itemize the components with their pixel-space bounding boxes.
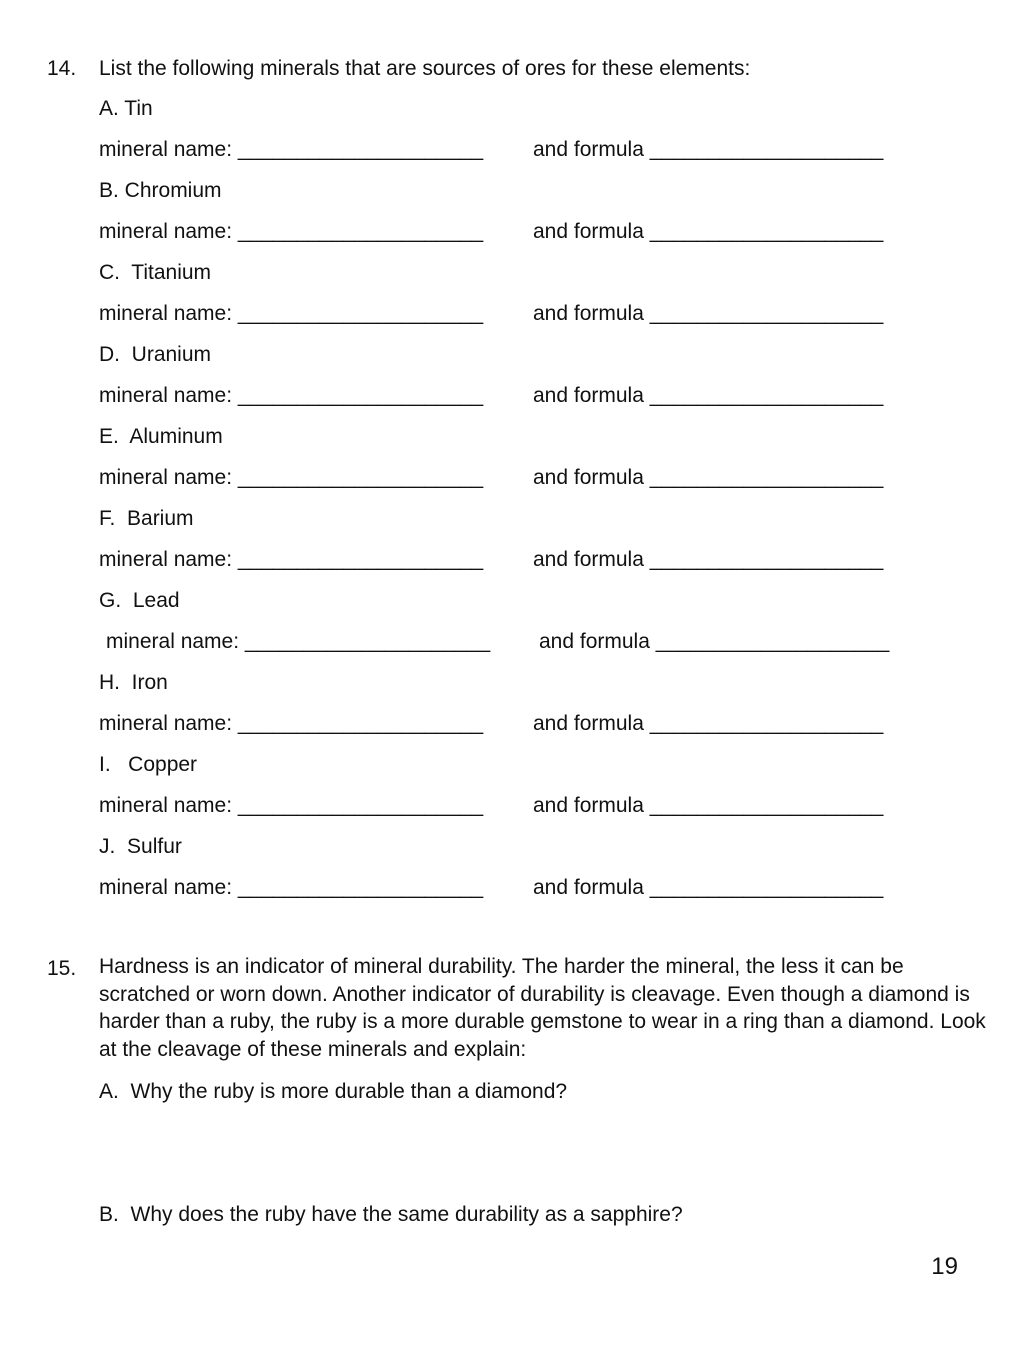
mineral-name-field-lead: mineral name: _____________________ <box>106 630 491 653</box>
mineral-name-field-tin: mineral name: _____________________ <box>99 138 484 161</box>
mineral-name-field-iron: mineral name: _____________________ <box>99 712 484 735</box>
question-14-prompt: List the following minerals that are sources of ores for these elements: <box>99 57 751 80</box>
mineral-name-field-barium: mineral name: _____________________ <box>99 548 484 571</box>
mineral-name-field-uranium: mineral name: _____________________ <box>99 384 484 407</box>
question-15-number: 15. <box>47 957 77 980</box>
element-label-tin: A. Tin <box>99 97 153 120</box>
formula-field-lead: and formula ____________________ <box>539 630 890 653</box>
formula-field-sulfur: and formula ____________________ <box>533 876 884 899</box>
element-label-sulfur: J. Sulfur <box>99 835 182 858</box>
element-label-titanium: C. Titanium <box>99 261 212 284</box>
element-label-aluminum: E. Aluminum <box>99 425 223 448</box>
mineral-name-field-titanium: mineral name: _____________________ <box>99 302 484 325</box>
formula-field-aluminum: and formula ____________________ <box>533 466 884 489</box>
page-number: 19 <box>931 1253 958 1280</box>
question-14-number: 14. <box>47 57 77 80</box>
element-label-barium: F. Barium <box>99 507 194 530</box>
formula-field-tin: and formula ____________________ <box>533 138 884 161</box>
element-label-chromium: B. Chromium <box>99 179 222 202</box>
formula-field-iron: and formula ____________________ <box>533 712 884 735</box>
formula-field-barium: and formula ____________________ <box>533 548 884 571</box>
mineral-name-field-copper: mineral name: _____________________ <box>99 794 484 817</box>
question-15-part-a: A. Why the ruby is more durable than a diamond? <box>99 1080 568 1103</box>
mineral-name-field-aluminum: mineral name: _____________________ <box>99 466 484 489</box>
formula-field-titanium: and formula ____________________ <box>533 302 884 325</box>
question-15-paragraph: Hardness is an indicator of mineral durability. The harder the mineral, the less it can be scratched or worn down. Another indicator of durability is cleavage. Even though a diamond is harder than a ruby, the ruby is a more durable gemstone to wear in a ring than a diamond. Look at the cleavage of these minerals and explain: <box>99 955 986 1061</box>
question-15-part-b: B. Why does the ruby have the same durability as a sapphire? <box>99 1203 683 1226</box>
mineral-name-field-chromium: mineral name: _____________________ <box>99 220 484 243</box>
formula-field-uranium: and formula ____________________ <box>533 384 884 407</box>
element-label-iron: H. Iron <box>99 671 168 694</box>
mineral-name-field-sulfur: mineral name: _____________________ <box>99 876 484 899</box>
formula-field-chromium: and formula ____________________ <box>533 220 884 243</box>
element-label-uranium: D. Uranium <box>99 343 212 366</box>
element-label-lead: G. Lead <box>99 589 180 612</box>
formula-field-copper: and formula ____________________ <box>533 794 884 817</box>
element-label-copper: I. Copper <box>99 753 198 776</box>
